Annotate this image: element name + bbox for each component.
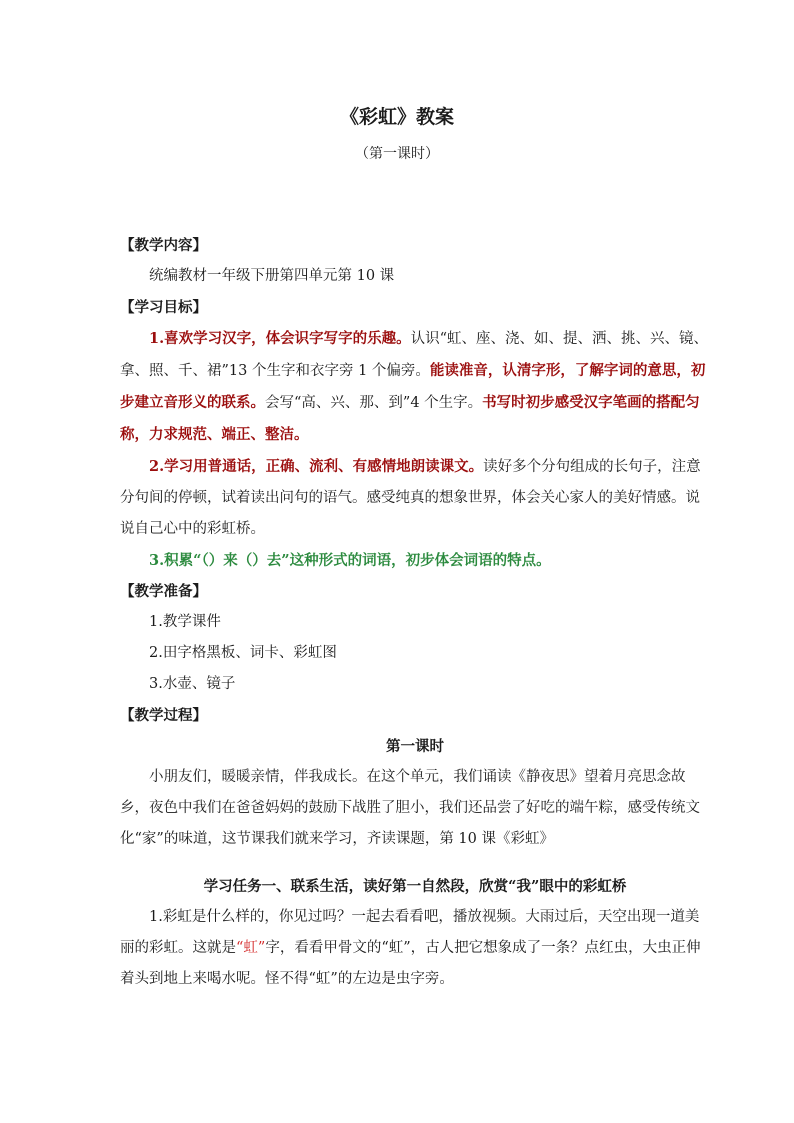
goal-1 (120, 323, 710, 451)
step-1-text-a: 1.彩虹是什么样的，你见过吗？一起去看看吧，播放视频。大雨过后，天空出现一道美丽的彩虹。这就是 (120, 909, 700, 956)
step-1-hanzi-highlight: “虹” (236, 940, 266, 956)
section-heading-content: 【教学内容】 (120, 237, 207, 254)
goal-2-text: 读好多个分句组成的长句子，注意分句间的停顿，试着读出问句的语气。感受纯真的想象世界，体会关心家人的美好情感。说说自己心中的彩虹桥。 (120, 459, 701, 537)
step-1-text-b: 字，看看甲骨文的“虹”，古人把它想象成了一条？点红虫，大虫正伸着头到地上来喝水呢。怪不得“虹”的左边是虫字旁。 (120, 940, 701, 987)
task-1-heading: 学习任务一、联系生活，读好第一自然段，欣赏“我”眼中的彩虹桥 (203, 878, 627, 895)
goal-1-number: 1. (149, 330, 165, 347)
content-text: 统编教材一年级下册第四单元第 10 课 (149, 268, 395, 284)
intro-paragraph: 小朋友们，暖暖亲情，伴我成长。在这个单元，我们诵读《静夜思》望着月亮思念故乡，夜色中我们在爸爸妈妈的鼓励下战胜了胆小，我们还品尝了好吃的端午粽，感受传统文化“家”的味道，这节课我们就来学习，齐读课题，第 10 课《彩虹》 (120, 769, 700, 847)
step-1-paragraph (120, 902, 710, 995)
goal-1-emphasis-e: 书写时初步感受汉字笔画的搭配匀称，力求规范、端正、整洁。 (120, 394, 700, 443)
goal-2 (120, 451, 710, 545)
prep-item-2: 2.田字格黑板、词卡、彩虹图 (149, 645, 337, 661)
goal-3: 3.积累“（）来（）去”这种形式的词语，初步体会词语的特点。 (149, 552, 551, 569)
goal-1-text-d: 会写“高、兴、那、到”4 个生字。 (265, 395, 483, 411)
doc-subtitle: （第一课时） (355, 146, 439, 162)
prep-item-3: 3.水壶、镜子 (149, 676, 236, 692)
section-heading-prep: 【教学准备】 (120, 583, 207, 600)
section-heading-process: 【教学过程】 (120, 707, 207, 724)
doc-body (120, 230, 710, 995)
goal-1-emphasis-a: 喜欢学习汉字，体会识字写字的乐趣。 (164, 330, 411, 347)
goal-1-text-b: 认识“虹、座、浇、如、提、洒、挑、兴、镜、拿、照、千、裙”13 个生字和衣字旁 1 个偏旁。 (120, 331, 709, 379)
section-heading-goals: 【学习目标】 (120, 299, 207, 316)
goal-1-emphasis-c: 能读准音，认清字形，了解字词的意思，初步建立音形义的联系。 (120, 362, 706, 411)
doc-title: 《彩虹》教案 (339, 106, 454, 128)
session-title: 第一课时 (386, 738, 444, 755)
prep-item-1: 1.教学课件 (149, 614, 221, 630)
goal-2-emphasis: 2.学习用普通话，正确、流利、有感情地朗读课文。 (149, 458, 484, 475)
